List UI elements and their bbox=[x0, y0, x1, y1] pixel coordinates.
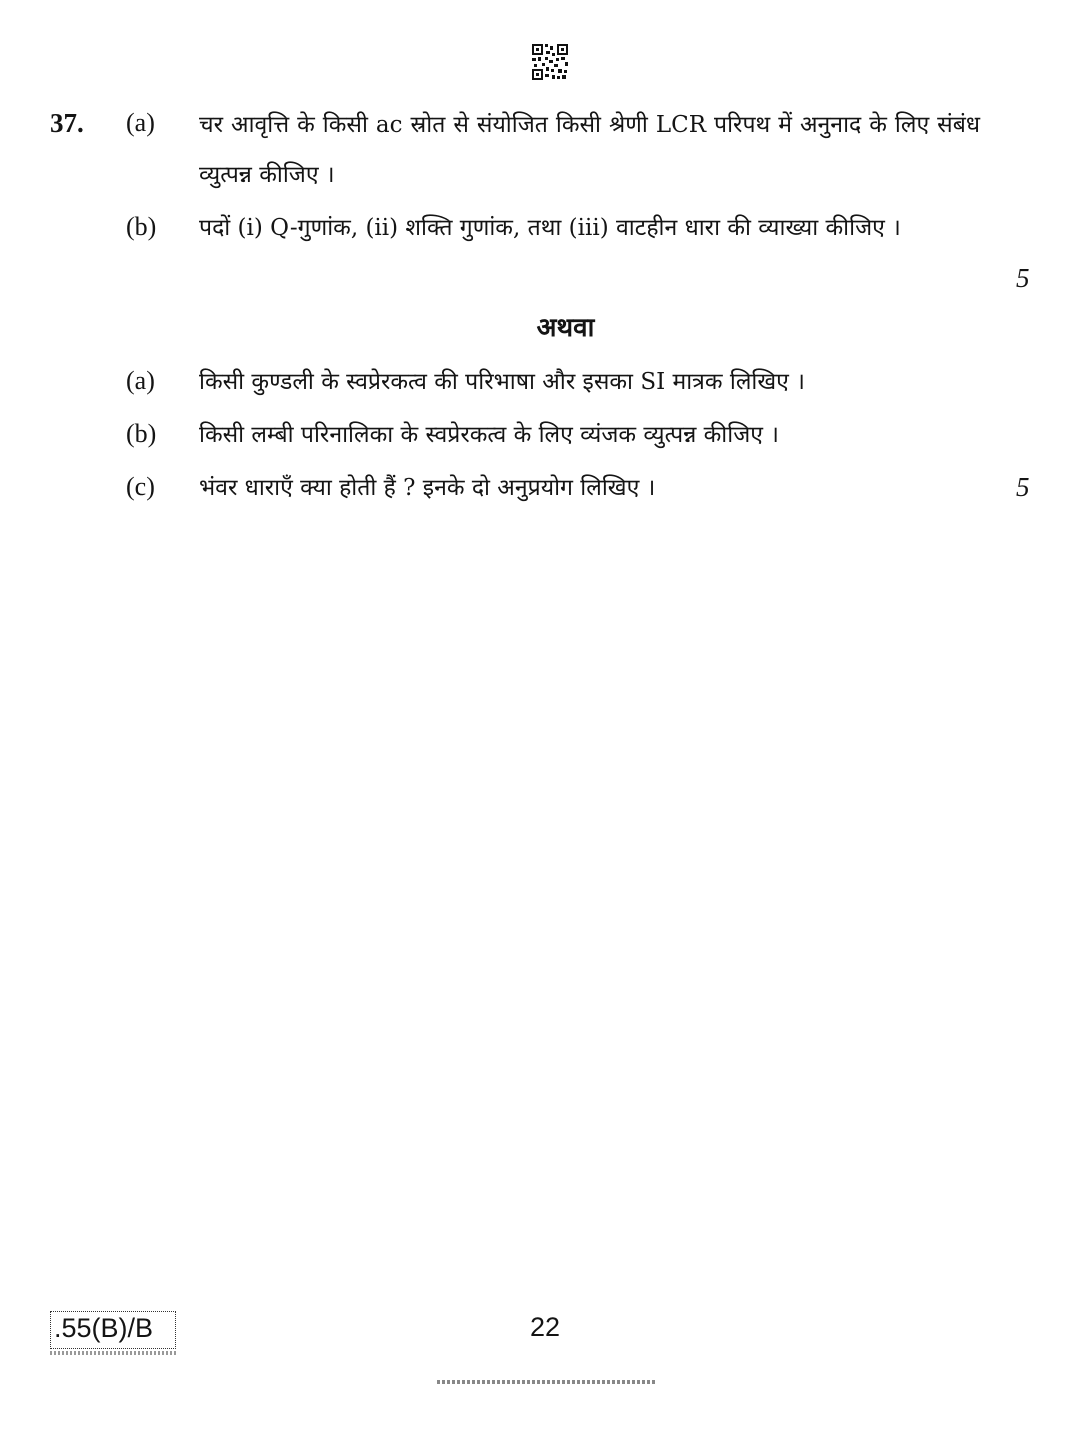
security-strip bbox=[437, 1380, 657, 1384]
part-label-a: (a) bbox=[126, 108, 155, 137]
part-text-b: पदों (i) Q-गुणांक, (ii) शक्ति गुणांक, तथा (iii) वाटहीन धारा की व्याख्या कीजिए । bbox=[199, 215, 901, 241]
question-marks: 5 bbox=[1016, 263, 1030, 293]
alt-part-label-b: (b) bbox=[126, 419, 157, 448]
page-number: 22 bbox=[530, 1312, 561, 1342]
alt-part-text-a: किसी कुण्डली के स्वप्रेरकत्व की परिभाषा और इसका SI मात्रक लिखिए । bbox=[199, 369, 805, 395]
or-heading: अथवा bbox=[536, 313, 595, 343]
security-strip-left bbox=[50, 1351, 176, 1355]
alternative-marks: 5 bbox=[1016, 472, 1030, 502]
alt-part-text-c: भंवर धाराएँ क्या होती हैं ? इनके दो अनुप्रयोग लिखिए । bbox=[199, 475, 656, 501]
part-text-a: चर आवृत्ति के किसी ac स्रोत से संयोजित किसी श्रेणी LCR परिपथ में अनुनाद के लिए संबंध व्युत्पन्न कीजिए । bbox=[199, 112, 980, 188]
question-number: 37. bbox=[50, 108, 84, 138]
qr-code-icon bbox=[531, 43, 569, 81]
alt-part-label-a: (a) bbox=[126, 366, 155, 395]
alt-part-text-b: किसी लम्बी परिनालिका के स्वप्रेरकत्व के लिए व्यंजक व्युत्पन्न कीजिए । bbox=[199, 422, 780, 448]
alt-part-label-c: (c) bbox=[126, 472, 155, 501]
part-label-b: (b) bbox=[126, 212, 157, 241]
paper-code: .55(B)/B bbox=[54, 1313, 154, 1343]
